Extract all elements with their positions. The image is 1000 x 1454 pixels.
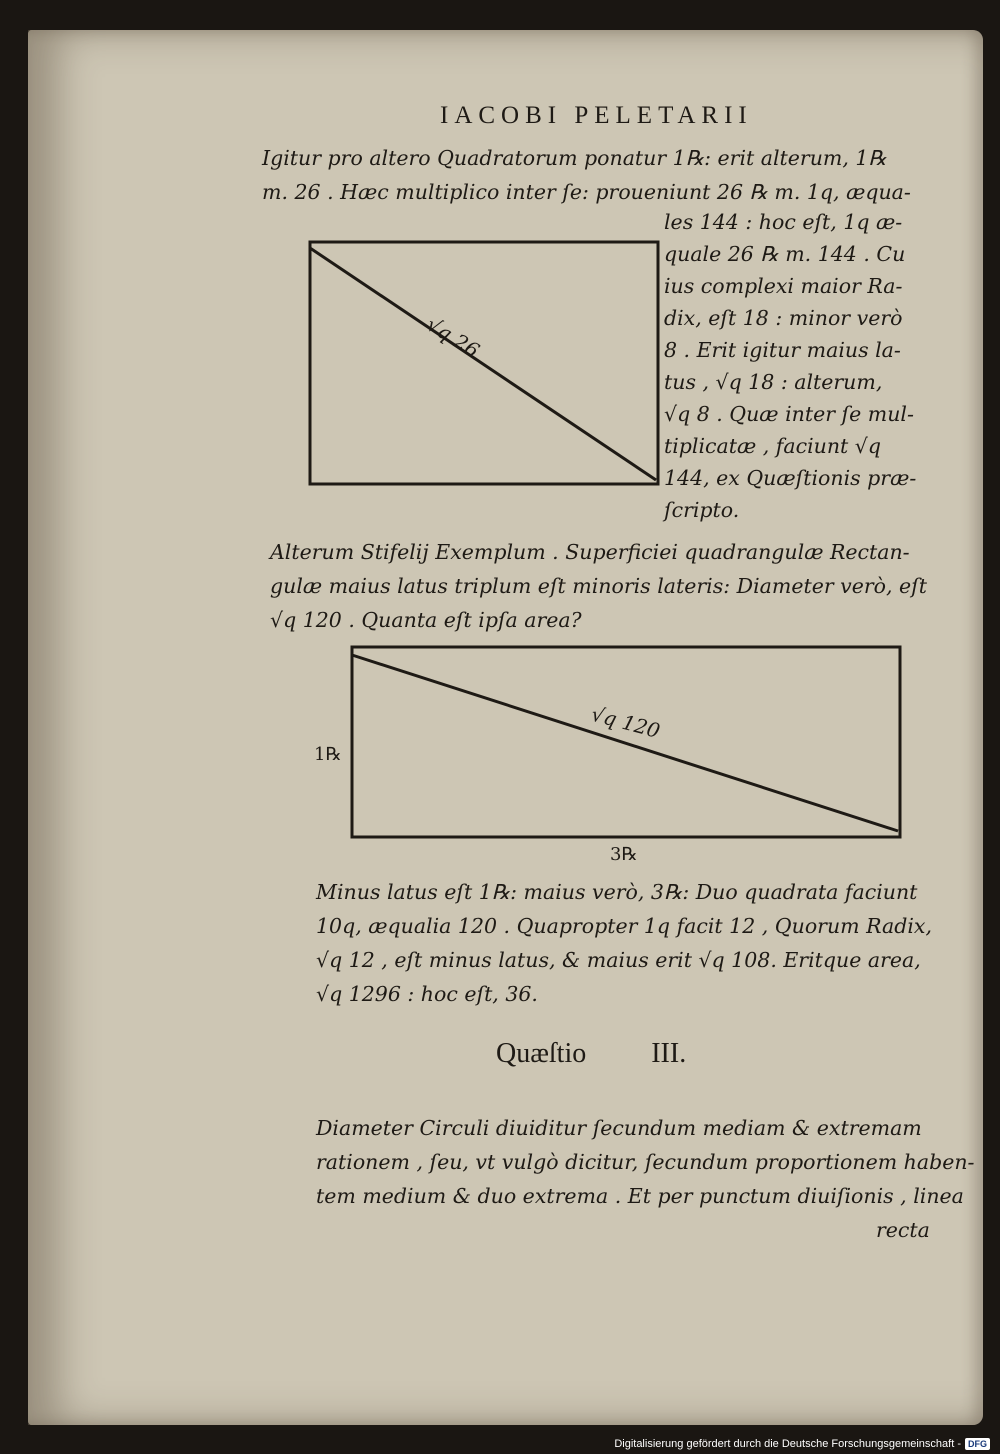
paragraph-4-line-3: tem medium & duo extrema . Et per punctum diuiſionis , linea xyxy=(316,1184,964,1208)
paragraph-1-line-4: quale 26 ℞ m. 144 . Cu xyxy=(664,242,906,266)
paragraph-1-line-3: les 144 : hoc eſt, 1q æ- xyxy=(664,210,903,234)
paragraph-1-line-6: dix, eſt 18 : minor verò xyxy=(664,306,903,330)
section-heading: Quæſtio III. xyxy=(496,1038,687,1069)
figure-1-diagonal-label: √q 26 xyxy=(422,311,484,363)
running-header: IACOBI PELETARII xyxy=(440,102,753,129)
paragraph-2-line-3: √q 120 . Quanta eſt ipſa area? xyxy=(270,608,582,632)
paragraph-1-line-2: m. 26 . Hæc multiplico inter ſe: proueniunt 26 ℞ m. 1q, æqua- xyxy=(262,180,911,204)
figure-2-diagonal xyxy=(352,655,898,831)
figure-2-side-label: 1℞ xyxy=(314,744,342,765)
paragraph-2-line-1: Alterum Stifelij Exemplum . Superficiei quadrangulæ Rectan- xyxy=(270,540,910,564)
figure-1-diagonal xyxy=(310,248,656,480)
paragraph-4-line-1: Diameter Circuli diuiditur ſecundum mediam & extremam xyxy=(316,1116,922,1140)
paragraph-2-line-2: gulæ maius latus triplum eſt minoris lateris: Diameter verò, eſt xyxy=(270,574,927,598)
figure-1-rectangle xyxy=(300,236,665,492)
paragraph-1-line-9: √q 8 . Quæ inter ſe mul- xyxy=(664,402,914,426)
paragraph-1-line-10: tiplicatæ , faciunt √q xyxy=(664,434,881,458)
paragraph-1-line-7: 8 . Erit igitur maius la- xyxy=(664,338,901,362)
figure-2-rectangle xyxy=(310,640,910,870)
paragraph-1-line-5: ius complexi maior Ra- xyxy=(664,274,903,298)
paragraph-3-line-2: 10q, æqualia 120 . Quapropter 1q facit 12 , Quorum Radix, xyxy=(316,914,933,938)
figure-2-base-label: 3℞ xyxy=(610,844,638,865)
paragraph-3-line-1: Minus latus eſt 1℞: maius verò, 3℞: Duo quadrata faciunt xyxy=(316,880,918,904)
paragraph-4-line-2: rationem , ſeu, vt vulgò dicitur, ſecundum proportionem haben- xyxy=(316,1150,975,1174)
paragraph-1-line-11: 144, ex Quæſtionis præ- xyxy=(664,466,917,490)
footer-credit xyxy=(614,1438,990,1450)
footer-text: Digitalisierung gefördert durch die Deutsche Forschungsgemeinschaft - xyxy=(614,1438,961,1450)
figure-2-diagonal-label: √q 120 xyxy=(588,701,663,743)
paragraph-1-line-1: Igitur pro altero Quadratorum ponatur 1℞: erit alterum, 1℞ xyxy=(262,146,887,170)
catchword: recta xyxy=(876,1218,930,1242)
paragraph-1-line-8: tus , √q 18 : alterum, xyxy=(664,370,883,394)
paragraph-3-line-3: √q 12 , eſt minus latus, & maius erit √q 108. Eritque area, xyxy=(316,948,921,972)
dfg-logo: DFG xyxy=(965,1438,990,1450)
paragraph-3-line-4: √q 1296 : hoc eſt, 36. xyxy=(316,982,538,1006)
paragraph-1-line-12: ſcripto. xyxy=(664,498,740,522)
